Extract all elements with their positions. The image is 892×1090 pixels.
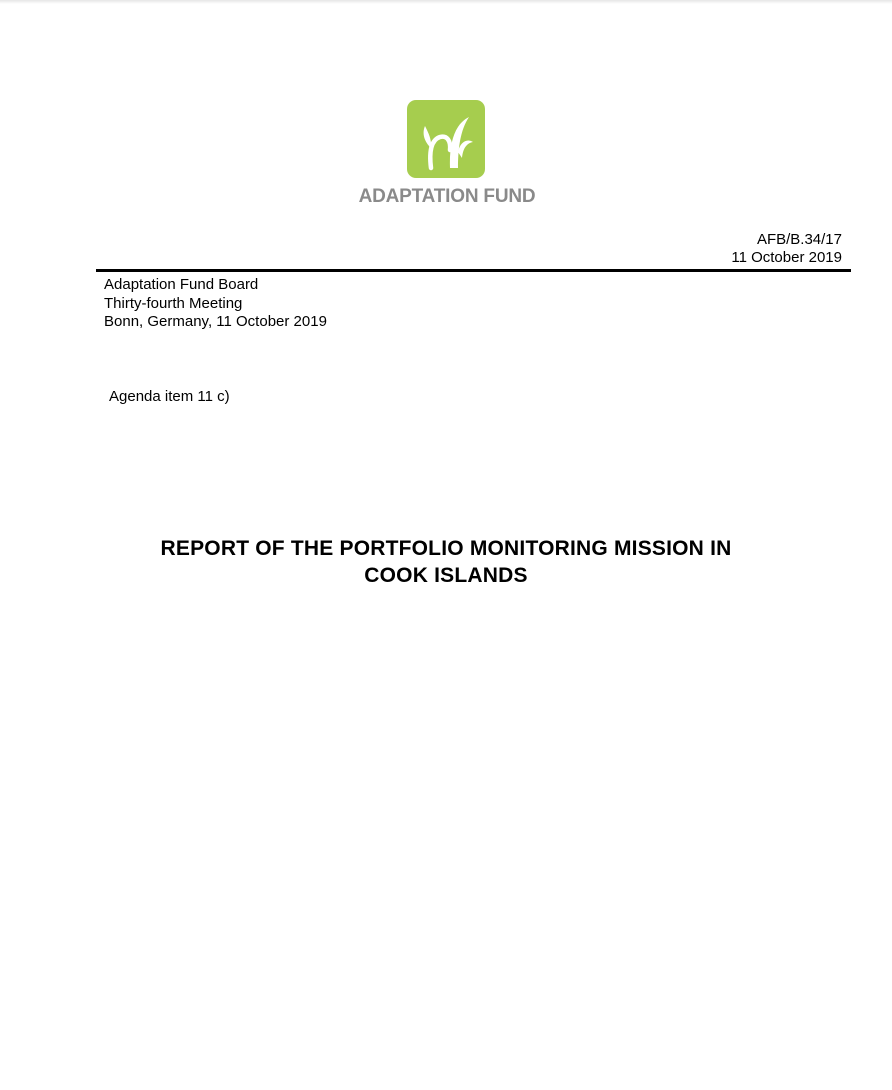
agenda-item: Agenda item 11 c)	[109, 388, 230, 405]
title-line-1: REPORT OF THE PORTFOLIO MONITORING MISSION IN	[160, 537, 732, 560]
document-date: 11 October 2019	[731, 249, 842, 266]
document-symbol: AFB/B.34/17	[756, 231, 842, 248]
adaptation-fund-logo	[356, 100, 538, 210]
document-title	[0, 535, 892, 589]
document-reference	[731, 231, 842, 267]
meeting-session: Thirty-fourth Meeting	[104, 294, 243, 312]
fountain-leaf-icon	[407, 100, 485, 178]
board-name: Adaptation Fund Board	[104, 276, 259, 293]
page-top-shadow	[0, 0, 892, 4]
meeting-location-date: Bonn, Germany, 11 October 2019	[104, 313, 327, 330]
meeting-info	[104, 276, 327, 332]
logo-wordmark: ADAPTATION FUND	[358, 186, 536, 207]
title-line-2: COOK ISLANDS	[364, 564, 528, 587]
header-divider	[96, 269, 851, 272]
